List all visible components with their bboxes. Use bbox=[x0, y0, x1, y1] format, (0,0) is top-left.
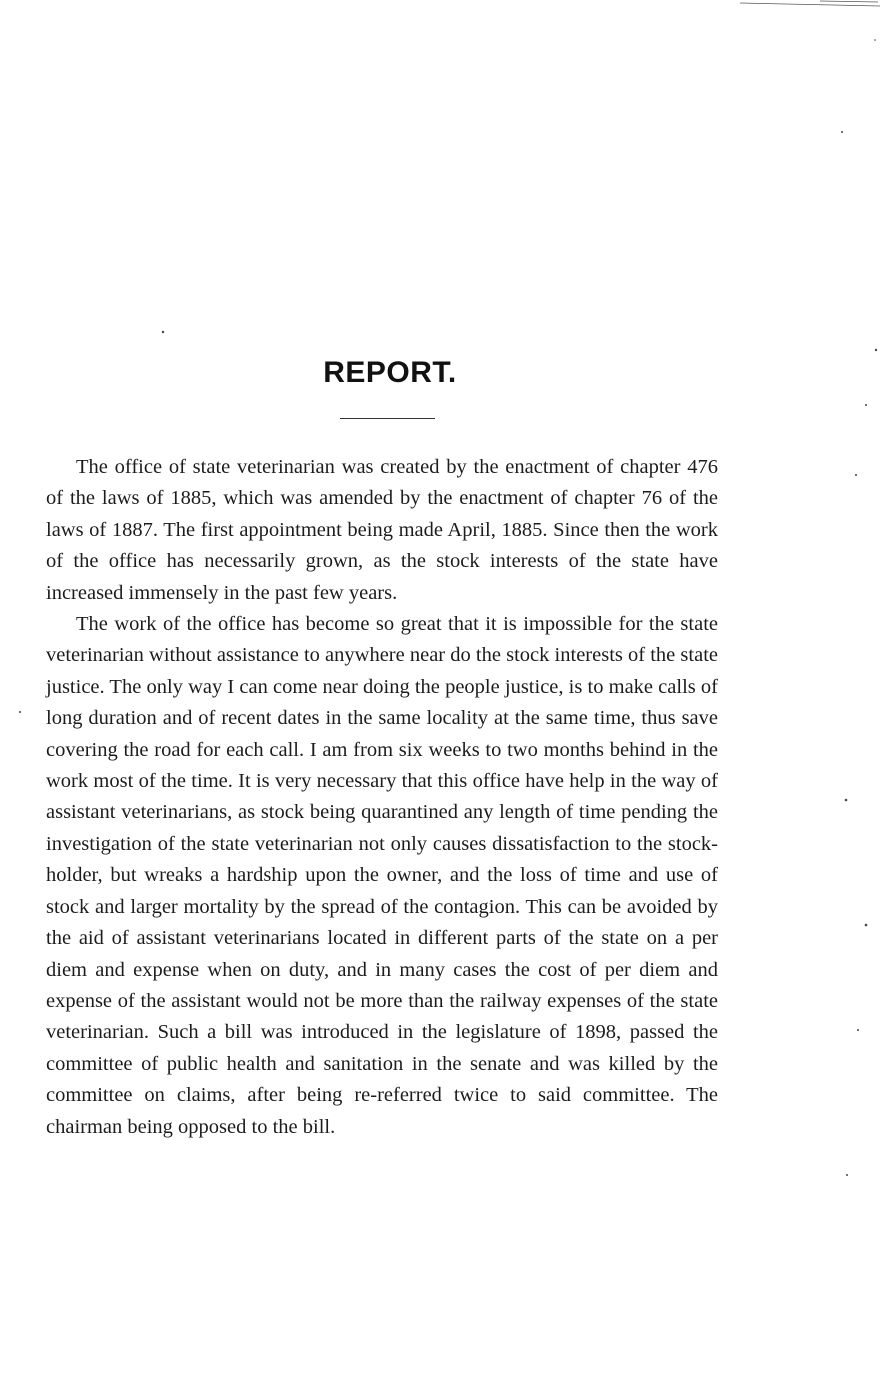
paragraph-1: The office of state veterinarian was created by the enactment of chapter 476 of the laws of 1885, which was amended by the enactment of chapter 76 of the laws of 1887. The first appointment being made April, 1885. Since then the work of the office has necessarily grown, as the stock interests of the state have increased immensely in the past few years. bbox=[46, 456, 718, 604]
report-body bbox=[46, 452, 718, 1143]
page-title: REPORT. bbox=[323, 356, 457, 390]
title-divider bbox=[340, 418, 435, 419]
paragraph-2: The work of the office has become so great that it is impossible for the state veterinarian without assistance to anywhere near do the stock interests of the state justice. The only way I can come near doing the people justice, is to make calls of long duration and of recent dates in the same locality at the same time, thus save covering the road for each call. I am from six weeks to two months behind in the work most of the time. It is very necessary that this office have help in the way of assistant veterinarians, as stock being quarantined any length of time pending the investigation of the state veterinarian not only causes dissatisfaction to the stock-holder, but wreaks a hardship upon the owner, and the loss of time and use of stock and larger mortality by the spread of the contagion. This can be avoided by the aid of assistant veterinarians located in different parts of the state on a per diem and expense when on duty, and in many cases the cost of per diem and expense of the assistant would not be more than the railway expenses of the state veterinarian. Such a bill was introduced in the legislature of 1898, passed the committee of public health and sanitation in the senate and was killed by the committee on claims, after being re-referred twice to said committee. The chairman being opposed to the bill. bbox=[46, 613, 718, 1138]
